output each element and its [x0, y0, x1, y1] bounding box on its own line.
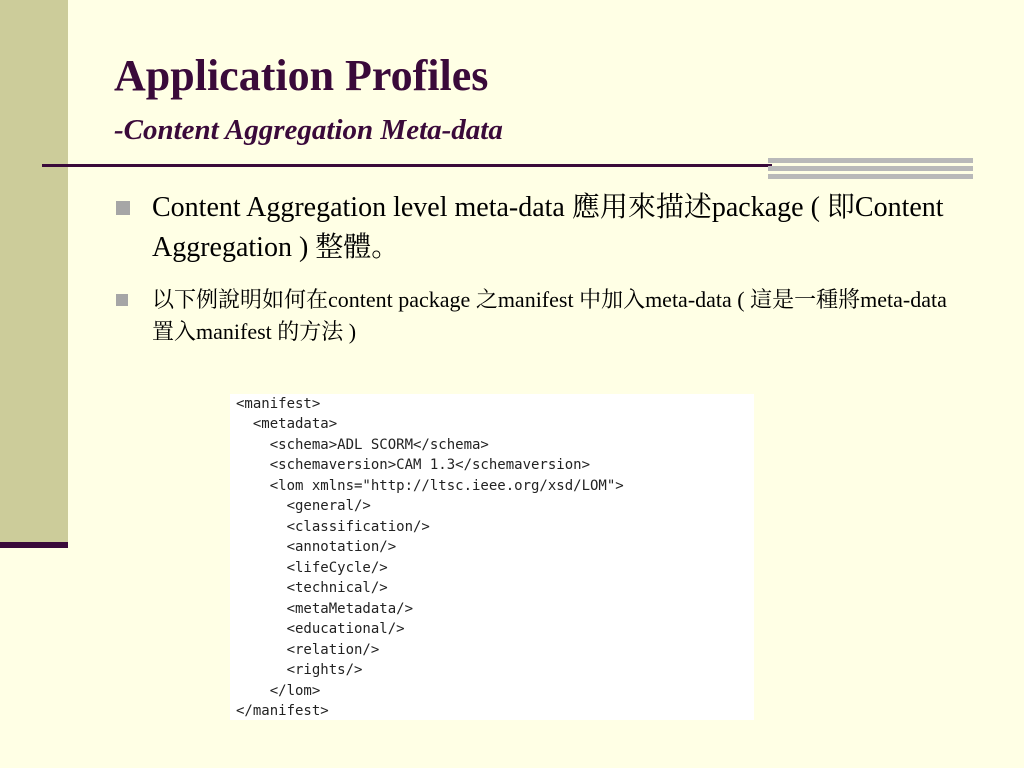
code-line: <educational/>	[236, 621, 405, 637]
code-line: <schemaversion>CAM 1.3</schemaversion>	[236, 457, 591, 473]
code-line: <manifest>	[236, 396, 321, 412]
title-divider-accent	[768, 158, 973, 180]
left-accent-bar	[0, 542, 68, 548]
code-line: </manifest>	[236, 703, 329, 719]
xml-code-sample	[230, 394, 754, 720]
square-bullet-icon	[116, 201, 130, 215]
left-accent-band	[0, 0, 68, 548]
square-bullet-icon	[116, 294, 128, 306]
code-line: <rights/>	[236, 662, 363, 678]
code-line: <metaMetadata/>	[236, 601, 414, 617]
bullet-item	[114, 188, 964, 268]
code-line: <schema>ADL SCORM</schema>	[236, 437, 489, 453]
bullet-text: Content Aggregation level meta-data 應用來描述package ( 即Content Aggregation ) 整體。	[152, 192, 944, 263]
bullet-item	[114, 284, 964, 348]
code-line: <lom xmlns="http://ltsc.ieee.org/xsd/LOM">	[236, 478, 624, 494]
slide-title: Application Profiles	[114, 51, 489, 100]
code-line: <technical/>	[236, 580, 388, 596]
slide-subtitle: -Content Aggregation Meta-data	[114, 114, 503, 146]
code-line: <general/>	[236, 498, 371, 514]
bullet-text: 以下例說明如何在content package 之manifest 中加入meta-data ( 這是一種將meta-data 置入manifest 的方法 )	[152, 287, 947, 344]
code-line: <annotation/>	[236, 539, 397, 555]
code-line: </lom>	[236, 683, 321, 699]
title-divider	[42, 164, 772, 167]
code-line: <classification/>	[236, 519, 430, 535]
code-line: <metadata>	[236, 416, 338, 432]
code-line: <lifeCycle/>	[236, 560, 388, 576]
code-line: <relation/>	[236, 642, 380, 658]
bullet-list	[114, 188, 964, 348]
